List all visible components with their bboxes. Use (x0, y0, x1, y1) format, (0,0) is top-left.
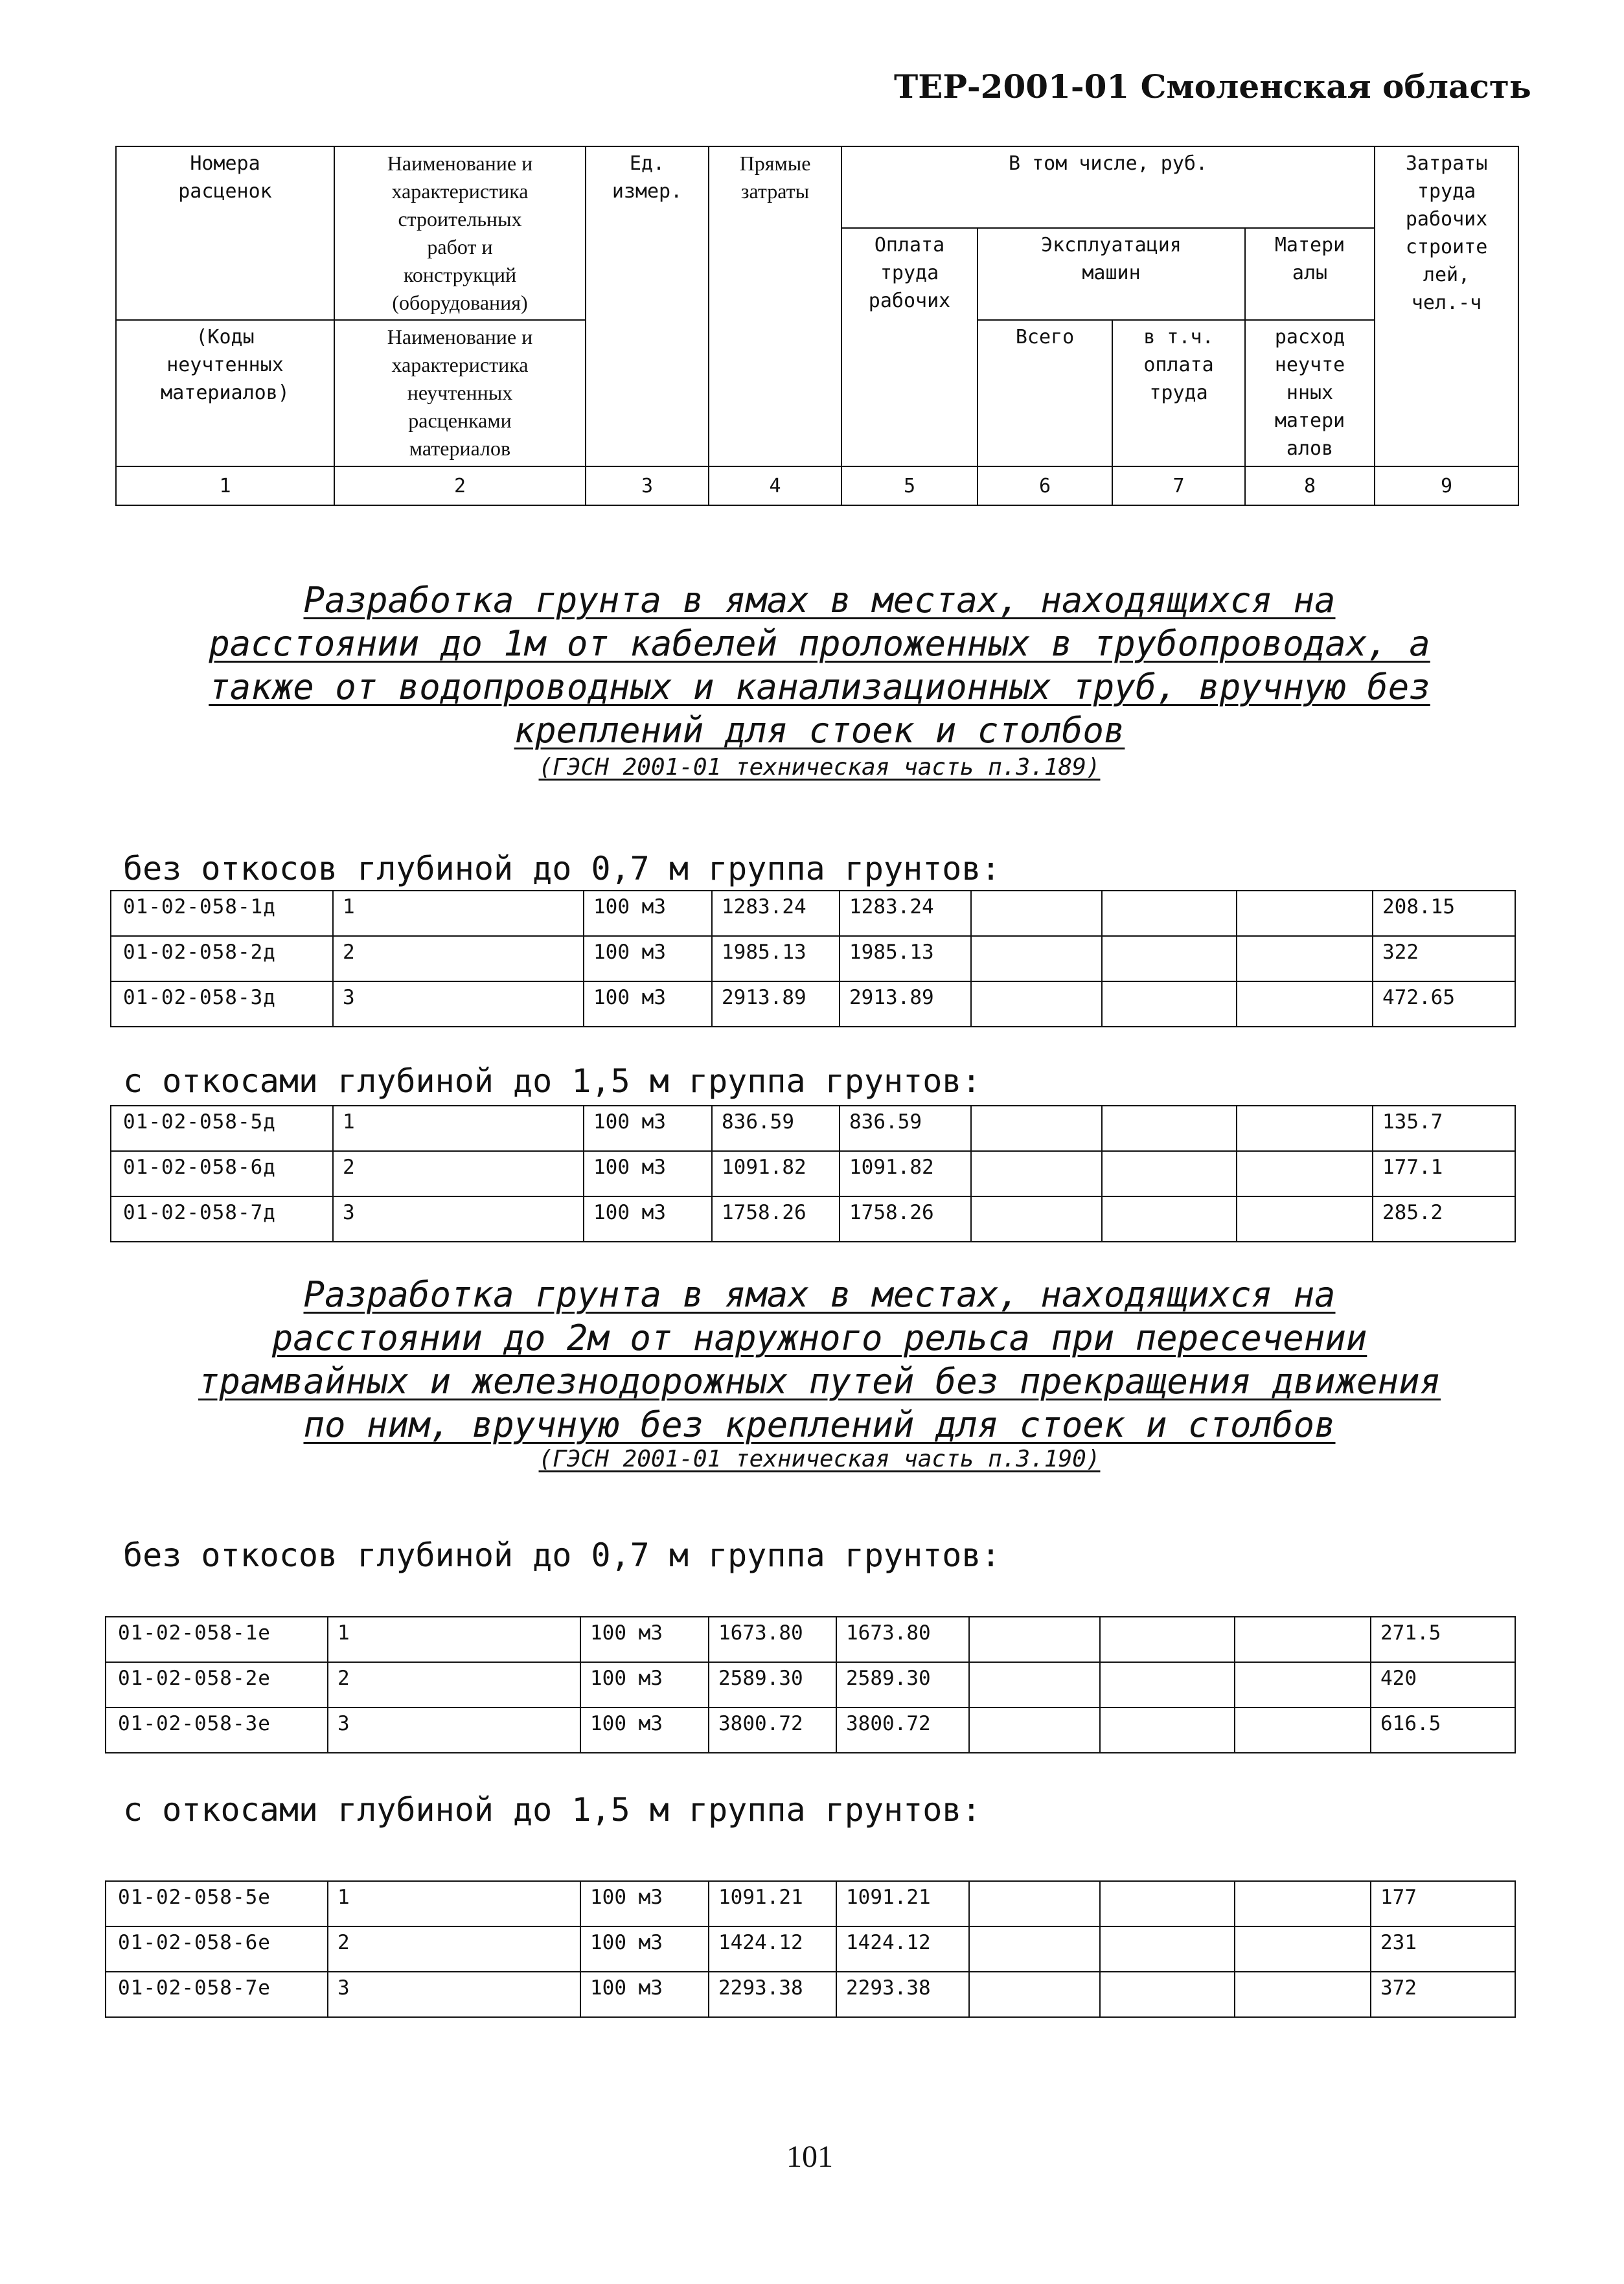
page-number: 101 (786, 2140, 833, 2174)
work-name: 3 (328, 1972, 580, 2017)
col-number: 1 (116, 466, 334, 505)
materials (1237, 981, 1373, 1027)
machines-labor (1100, 1662, 1235, 1707)
section-2-group-2-table (105, 1880, 1516, 2018)
machines-total (971, 1151, 1102, 1196)
unit: 100 м3 (584, 936, 712, 981)
worker-pay: 3800.72 (836, 1707, 969, 1753)
direct-costs: 1091.21 (709, 1881, 836, 1926)
machines-total (969, 1662, 1100, 1707)
section-1-group-1-table (110, 890, 1516, 1027)
header-worker-pay: Оплата труда рабочих (841, 228, 978, 466)
work-name: 2 (333, 1151, 584, 1196)
machines-labor (1100, 1617, 1235, 1662)
direct-costs: 3800.72 (709, 1707, 836, 1753)
machines-total (969, 1881, 1100, 1926)
table-row (111, 1106, 1515, 1151)
machines-labor (1102, 981, 1237, 1027)
worker-pay: 2589.30 (836, 1662, 969, 1707)
unit: 100 м3 (580, 1707, 709, 1753)
col-number: 5 (841, 466, 978, 505)
col-number: 3 (586, 466, 709, 505)
table-row (106, 1662, 1515, 1707)
header-unaccounted-names: Наименование и характеристика неучтенных расценками материалов (334, 320, 586, 466)
direct-costs: 1758.26 (712, 1196, 840, 1242)
labor-hours: 322 (1373, 936, 1515, 981)
work-name: 2 (328, 1662, 580, 1707)
labor-hours: 472.65 (1373, 981, 1515, 1027)
table-row (106, 1707, 1515, 1753)
header-machine-group: Эксплуатация машин (978, 228, 1245, 320)
unit: 100 м3 (580, 1662, 709, 1707)
machines-labor (1102, 891, 1237, 936)
unit: 100 м3 (580, 1926, 709, 1972)
direct-costs: 1283.24 (712, 891, 840, 936)
header-materials: Матери алы (1245, 228, 1375, 320)
section-1-group-2-subtitle: с откосами глубиной до 1,5 м группа грунтов: (123, 1062, 981, 1100)
header-machines-labor: в т.ч. оплата труда (1112, 320, 1245, 466)
table-row (106, 1881, 1515, 1926)
labor-hours: 177 (1371, 1881, 1515, 1926)
work-name: 2 (328, 1926, 580, 1972)
direct-costs: 1091.82 (712, 1151, 840, 1196)
machines-labor (1102, 1106, 1237, 1151)
unit: 100 м3 (580, 1881, 709, 1926)
table-row (111, 891, 1515, 936)
col-number: 6 (978, 466, 1112, 505)
rate-code: 01-02-058-5е (106, 1881, 328, 1926)
header-unit: Ед. измер. (586, 146, 709, 466)
rate-code: 01-02-058-3е (106, 1707, 328, 1753)
rate-code: 01-02-058-7д (111, 1196, 333, 1242)
materials (1237, 936, 1373, 981)
worker-pay: 1283.24 (840, 891, 971, 936)
work-name: 1 (333, 1106, 584, 1151)
machines-total (971, 936, 1102, 981)
worker-pay: 2293.38 (836, 1972, 969, 2017)
direct-costs: 2293.38 (709, 1972, 836, 2017)
direct-costs: 1985.13 (712, 936, 840, 981)
labor-hours: 135.7 (1373, 1106, 1515, 1151)
machines-labor (1102, 1196, 1237, 1242)
direct-costs: 1424.12 (709, 1926, 836, 1972)
section-2-group-1-table (105, 1616, 1516, 1753)
work-name: 1 (333, 891, 584, 936)
materials (1235, 1926, 1371, 1972)
section-2-group-1-subtitle: без откосов глубиной до 0,7 м группа грунтов: (123, 1536, 1001, 1574)
labor-hours: 271.5 (1371, 1617, 1515, 1662)
work-name: 2 (333, 936, 584, 981)
labor-hours: 208.15 (1373, 891, 1515, 936)
worker-pay: 1673.80 (836, 1617, 969, 1662)
header-unaccounted-consumption: расход неучте нных матери алов (1245, 320, 1375, 466)
header-rate-number: Номера расценок (116, 146, 334, 320)
direct-costs: 2589.30 (709, 1662, 836, 1707)
machines-labor (1102, 1151, 1237, 1196)
work-name: 3 (333, 981, 584, 1027)
materials (1235, 1707, 1371, 1753)
machines-total (969, 1707, 1100, 1753)
section-2-title: Разработка грунта в ямах в местах, находящихся на расстоянии до 2м от наружного рельса при пересечении трамвайных и железнодорожных путей без прекращения движения по ним, вручную без креплений для стоек и столбов (198, 1274, 1441, 1445)
work-name: 1 (328, 1881, 580, 1926)
labor-hours: 231 (1371, 1926, 1515, 1972)
header-machines-total: Всего (978, 320, 1112, 466)
labor-hours: 616.5 (1371, 1707, 1515, 1753)
unit: 100 м3 (584, 891, 712, 936)
header-unaccounted-codes: (Коды неучтенных материалов) (116, 320, 334, 466)
col-number: 8 (1245, 466, 1375, 505)
machines-labor (1100, 1972, 1235, 2017)
header-direct-costs: Прямые затраты (709, 146, 841, 466)
materials (1237, 1106, 1373, 1151)
machines-total (971, 891, 1102, 936)
section-2-reference: (ГЭСН 2001-01 техническая часть п.3.190) (538, 1446, 1101, 1472)
unit: 100 м3 (584, 1151, 712, 1196)
machines-labor (1100, 1707, 1235, 1753)
machines-total (971, 981, 1102, 1027)
rate-code: 01-02-058-2д (111, 936, 333, 981)
column-header-table (115, 146, 1519, 506)
worker-pay: 1091.82 (840, 1151, 971, 1196)
worker-pay: 836.59 (840, 1106, 971, 1151)
rate-code: 01-02-058-2е (106, 1662, 328, 1707)
labor-hours: 372 (1371, 1972, 1515, 2017)
unit: 100 м3 (584, 981, 712, 1027)
rate-code: 01-02-058-6е (106, 1926, 328, 1972)
worker-pay: 2913.89 (840, 981, 971, 1027)
rate-code: 01-02-058-6д (111, 1151, 333, 1196)
rate-code: 01-02-058-1е (106, 1617, 328, 1662)
machines-labor (1100, 1926, 1235, 1972)
col-number: 2 (334, 466, 586, 505)
table-row (106, 1926, 1515, 1972)
work-name: 1 (328, 1617, 580, 1662)
materials (1235, 1662, 1371, 1707)
materials (1237, 891, 1373, 936)
materials (1237, 1151, 1373, 1196)
table-row (111, 936, 1515, 981)
worker-pay: 1758.26 (840, 1196, 971, 1242)
section-2-group-2-subtitle: с откосами глубиной до 1,5 м группа грунтов: (123, 1791, 981, 1829)
worker-pay: 1424.12 (836, 1926, 969, 1972)
section-1-title: Разработка грунта в ямах в местах, находящихся на расстоянии до 1м от кабелей проложенных в трубопроводах, а также от водопроводных и канализационных труб, вручную без креплений для стоек и столбов (209, 580, 1430, 751)
machines-labor (1100, 1881, 1235, 1926)
col-number: 4 (709, 466, 841, 505)
machines-labor (1102, 936, 1237, 981)
work-name: 3 (328, 1707, 580, 1753)
direct-costs: 1673.80 (709, 1617, 836, 1662)
table-row (111, 1196, 1515, 1242)
table-row (111, 981, 1515, 1027)
col-number: 7 (1112, 466, 1245, 505)
materials (1235, 1972, 1371, 2017)
materials (1237, 1196, 1373, 1242)
worker-pay: 1091.21 (836, 1881, 969, 1926)
section-1-group-2-table (110, 1105, 1516, 1242)
table-row (106, 1972, 1515, 2017)
machines-total (969, 1926, 1100, 1972)
unit: 100 м3 (580, 1972, 709, 2017)
rate-code: 01-02-058-5д (111, 1106, 333, 1151)
header-labor-hours: Затраты труда рабочих строите лей, чел.-ч (1375, 146, 1518, 466)
worker-pay: 1985.13 (840, 936, 971, 981)
machines-total (971, 1106, 1102, 1151)
materials (1235, 1881, 1371, 1926)
unit: 100 м3 (580, 1617, 709, 1662)
machines-total (971, 1196, 1102, 1242)
labor-hours: 177.1 (1373, 1151, 1515, 1196)
direct-costs: 2913.89 (712, 981, 840, 1027)
table-row (111, 1151, 1515, 1196)
machines-total (969, 1617, 1100, 1662)
labor-hours: 420 (1371, 1662, 1515, 1707)
header-work-name: Наименование и характеристика строительных работ и конструкций (оборудования) (334, 146, 586, 320)
section-1-reference: (ГЭСН 2001-01 техническая часть п.3.189) (538, 754, 1101, 781)
header-group-label: В том числе, руб. (841, 146, 1375, 228)
direct-costs: 836.59 (712, 1106, 840, 1151)
rate-code: 01-02-058-1д (111, 891, 333, 936)
materials (1235, 1617, 1371, 1662)
rate-code: 01-02-058-7е (106, 1972, 328, 2017)
rate-code: 01-02-058-3д (111, 981, 333, 1027)
table-row (106, 1617, 1515, 1662)
unit: 100 м3 (584, 1106, 712, 1151)
unit: 100 м3 (584, 1196, 712, 1242)
col-number: 9 (1375, 466, 1518, 505)
labor-hours: 285.2 (1373, 1196, 1515, 1242)
work-name: 3 (333, 1196, 584, 1242)
document-title: ТЕР-2001-01 Смоленская область (894, 67, 1531, 106)
section-1-group-1-subtitle: без откосов глубиной до 0,7 м группа грунтов: (123, 850, 1001, 887)
machines-total (969, 1972, 1100, 2017)
